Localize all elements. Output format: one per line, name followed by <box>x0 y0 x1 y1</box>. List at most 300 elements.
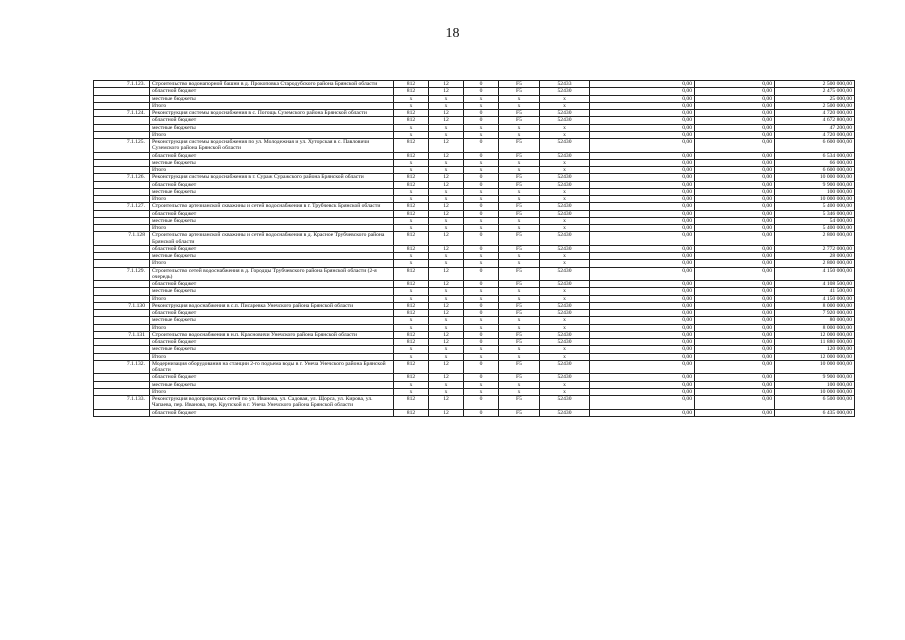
amount-year-3: 2 475 000,00 <box>775 88 855 95</box>
grbs-code: 812 <box>394 396 429 410</box>
target-code-prefix: x <box>499 167 540 174</box>
amount-year-1: 0,00 <box>590 167 695 174</box>
section-code: 12 <box>429 374 464 381</box>
grbs-code: 812 <box>394 267 429 281</box>
grbs-code: 812 <box>394 409 429 416</box>
table-row <box>94 409 855 416</box>
item-name: Итого <box>150 131 394 138</box>
table-row <box>94 110 855 117</box>
item-name: областной бюджет <box>150 281 394 288</box>
amount-year-3: 2 772 000,00 <box>775 245 855 252</box>
amount-year-1: 0,00 <box>590 302 695 309</box>
amount-year-1: 0,00 <box>590 267 695 281</box>
amount-year-1: 0,00 <box>590 360 695 374</box>
item-name: Итого <box>150 353 394 360</box>
item-name: областной бюджет <box>150 152 394 159</box>
section-code: x <box>429 253 464 260</box>
target-code-prefix: x <box>499 346 540 353</box>
target-code: 52430 <box>540 88 590 95</box>
item-code <box>94 310 150 317</box>
subsection-code: 0 <box>464 210 499 217</box>
table-row <box>94 317 855 324</box>
target-code-prefix: F5 <box>499 396 540 410</box>
table-row <box>94 152 855 159</box>
table-row <box>94 217 855 224</box>
amount-year-2: 0,00 <box>695 374 775 381</box>
item-code <box>94 188 150 195</box>
target-code: 52430 <box>540 117 590 124</box>
amount-year-2: 0,00 <box>695 167 775 174</box>
target-code-prefix: F5 <box>499 281 540 288</box>
grbs-code: 812 <box>394 81 429 88</box>
item-code: 7.1.130 <box>94 302 150 309</box>
subsection-code: x <box>464 196 499 203</box>
amount-year-2: 0,00 <box>695 196 775 203</box>
amount-year-1: 0,00 <box>590 281 695 288</box>
section-code: x <box>429 288 464 295</box>
subsection-code: 0 <box>464 281 499 288</box>
amount-year-3: 8 000 000,00 <box>775 324 855 331</box>
amount-year-3: 41 500,00 <box>775 288 855 295</box>
amount-year-3: 6 600 000,00 <box>775 167 855 174</box>
item-name: Итого <box>150 388 394 395</box>
amount-year-1: 0,00 <box>590 232 695 246</box>
section-code: x <box>429 131 464 138</box>
amount-year-1: 0,00 <box>590 131 695 138</box>
amount-year-2: 0,00 <box>695 331 775 338</box>
item-code <box>94 95 150 102</box>
page-number: 18 <box>445 26 460 41</box>
target-code: 52430 <box>540 374 590 381</box>
item-code <box>94 346 150 353</box>
item-name: местные бюджеты <box>150 381 394 388</box>
item-name: Итого <box>150 260 394 267</box>
amount-year-3: 10 000 000,00 <box>775 388 855 395</box>
subsection-code: x <box>464 317 499 324</box>
item-code: 7.1.126. <box>94 174 150 181</box>
target-code: x <box>540 288 590 295</box>
subsection-code: x <box>464 95 499 102</box>
table-row <box>94 360 855 374</box>
target-code: x <box>540 159 590 166</box>
section-code: 12 <box>429 174 464 181</box>
grbs-code: 812 <box>394 245 429 252</box>
item-code: 7.1.132. <box>94 360 150 374</box>
subsection-code: 0 <box>464 396 499 410</box>
subsection-code: x <box>464 217 499 224</box>
item-code: 7.1.124. <box>94 110 150 117</box>
amount-year-3: 120 000,00 <box>775 346 855 353</box>
subsection-code: 0 <box>464 245 499 252</box>
table-row <box>94 281 855 288</box>
table-row <box>94 117 855 124</box>
item-name: Реконструкция системы водоснабжения по ул. Молодежная и ул. Хуторская в с. Павловичи Суземского района Брянской области <box>150 139 394 153</box>
target-code: x <box>540 102 590 109</box>
table-row <box>94 174 855 181</box>
subsection-code: 0 <box>464 139 499 153</box>
amount-year-3: 12 000 000,00 <box>775 331 855 338</box>
target-code-prefix: x <box>499 188 540 195</box>
item-name: местные бюджеты <box>150 317 394 324</box>
amount-year-1: 0,00 <box>590 188 695 195</box>
amount-year-3: 9 900 000,00 <box>775 374 855 381</box>
item-name: Реконструкция системы водоснабжения в с. Погощь Суземского района Брянской области <box>150 110 394 117</box>
item-name: Реконструкция водопроводных сетей по ул. Иванова, ул. Садовая, ул. Щорса, ул. Кирова, ул. Чапаева, пер. Иванова, пер. Крупской в г. Унеча Унечского района Брянской области <box>150 396 394 410</box>
target-code-prefix: F5 <box>499 302 540 309</box>
amount-year-2: 0,00 <box>695 253 775 260</box>
amount-year-1: 0,00 <box>590 409 695 416</box>
amount-year-1: 0,00 <box>590 310 695 317</box>
amount-year-2: 0,00 <box>695 181 775 188</box>
grbs-code: x <box>394 346 429 353</box>
subsection-code: 0 <box>464 302 499 309</box>
section-code: x <box>429 188 464 195</box>
amount-year-3: 4 108 500,00 <box>775 281 855 288</box>
subsection-code: x <box>464 295 499 302</box>
amount-year-3: 10 000 000,00 <box>775 174 855 181</box>
section-code: x <box>429 225 464 232</box>
amount-year-2: 0,00 <box>695 346 775 353</box>
amount-year-2: 0,00 <box>695 260 775 267</box>
section-code: x <box>429 324 464 331</box>
item-code <box>94 88 150 95</box>
amount-year-2: 0,00 <box>695 409 775 416</box>
item-name: Итого <box>150 324 394 331</box>
amount-year-1: 0,00 <box>590 152 695 159</box>
target-code: 52430 <box>540 409 590 416</box>
target-code: x <box>540 381 590 388</box>
subsection-code: 0 <box>464 331 499 338</box>
target-code: x <box>540 124 590 131</box>
table-row <box>94 88 855 95</box>
amount-year-2: 0,00 <box>695 353 775 360</box>
table-row <box>94 388 855 395</box>
amount-year-3: 10 000 000,00 <box>775 196 855 203</box>
item-name: местные бюджеты <box>150 95 394 102</box>
target-code: 52430 <box>540 110 590 117</box>
grbs-code: x <box>394 260 429 267</box>
amount-year-1: 0,00 <box>590 353 695 360</box>
subsection-code: 0 <box>464 81 499 88</box>
amount-year-3: 4 150 000,00 <box>775 267 855 281</box>
item-name: областной бюджет <box>150 245 394 252</box>
grbs-code: x <box>394 324 429 331</box>
amount-year-2: 0,00 <box>695 388 775 395</box>
item-code <box>94 317 150 324</box>
amount-year-1: 0,00 <box>590 245 695 252</box>
item-name: Модернизация оборудования на станции 2-го подъема воды в г. Унеча Унечского района Брянской области <box>150 360 394 374</box>
target-code: 52430 <box>540 210 590 217</box>
target-code: x <box>540 324 590 331</box>
table-row <box>94 260 855 267</box>
amount-year-2: 0,00 <box>695 131 775 138</box>
target-code: 52430 <box>540 232 590 246</box>
item-code <box>94 353 150 360</box>
section-code: 12 <box>429 360 464 374</box>
item-code <box>94 102 150 109</box>
target-code: 52430 <box>540 267 590 281</box>
table-row <box>94 159 855 166</box>
section-code: 12 <box>429 232 464 246</box>
section-code: 12 <box>429 117 464 124</box>
amount-year-3: 4 150 000,00 <box>775 295 855 302</box>
target-code: 52430 <box>540 203 590 210</box>
amount-year-2: 0,00 <box>695 110 775 117</box>
target-code-prefix: x <box>499 131 540 138</box>
target-code-prefix: F5 <box>499 232 540 246</box>
table-row <box>94 310 855 317</box>
grbs-code: 812 <box>394 139 429 153</box>
target-code-prefix: x <box>499 260 540 267</box>
amount-year-3: 6 534 000,00 <box>775 152 855 159</box>
section-code: 12 <box>429 310 464 317</box>
grbs-code: 812 <box>394 88 429 95</box>
amount-year-3: 100 000,00 <box>775 188 855 195</box>
amount-year-1: 0,00 <box>590 117 695 124</box>
item-code <box>94 288 150 295</box>
item-name: Итого <box>150 167 394 174</box>
grbs-code: 812 <box>394 232 429 246</box>
grbs-code: x <box>394 217 429 224</box>
item-code: 7.1.125. <box>94 139 150 153</box>
grbs-code: x <box>394 159 429 166</box>
subsection-code: 0 <box>464 117 499 124</box>
item-code: 7.1.127. <box>94 203 150 210</box>
target-code-prefix: x <box>499 295 540 302</box>
target-code: 52430 <box>540 174 590 181</box>
amount-year-3: 5 400 000,00 <box>775 203 855 210</box>
amount-year-3: 9 900 000,00 <box>775 181 855 188</box>
target-code: 52430 <box>540 152 590 159</box>
item-code <box>94 388 150 395</box>
target-code: 52430 <box>540 360 590 374</box>
amount-year-1: 0,00 <box>590 110 695 117</box>
section-code: x <box>429 260 464 267</box>
grbs-code: 812 <box>394 374 429 381</box>
amount-year-1: 0,00 <box>590 203 695 210</box>
grbs-code: x <box>394 317 429 324</box>
target-code-prefix: F5 <box>499 88 540 95</box>
subsection-code: x <box>464 260 499 267</box>
amount-year-1: 0,00 <box>590 139 695 153</box>
grbs-code: 812 <box>394 210 429 217</box>
table-row <box>94 267 855 281</box>
amount-year-3: 6 500 000,00 <box>775 396 855 410</box>
section-code: 12 <box>429 409 464 416</box>
item-name: местные бюджеты <box>150 288 394 295</box>
amount-year-1: 0,00 <box>590 317 695 324</box>
amount-year-3: 10 000 000,00 <box>775 360 855 374</box>
section-code: 12 <box>429 267 464 281</box>
amount-year-2: 0,00 <box>695 317 775 324</box>
section-code: x <box>429 388 464 395</box>
target-code-prefix: x <box>499 196 540 203</box>
amount-year-3: 2 500 000,00 <box>775 102 855 109</box>
item-name: местные бюджеты <box>150 159 394 166</box>
table-row <box>94 346 855 353</box>
subsection-code: 0 <box>464 310 499 317</box>
item-code <box>94 295 150 302</box>
amount-year-2: 0,00 <box>695 124 775 131</box>
amount-year-3: 4 720 000,00 <box>775 110 855 117</box>
amount-year-1: 0,00 <box>590 288 695 295</box>
table-row <box>94 167 855 174</box>
target-code: 52430 <box>540 139 590 153</box>
target-code: 52430 <box>540 302 590 309</box>
grbs-code: x <box>394 167 429 174</box>
subsection-code: x <box>464 102 499 109</box>
item-name: местные бюджеты <box>150 217 394 224</box>
target-code-prefix: x <box>499 317 540 324</box>
table-row <box>94 381 855 388</box>
amount-year-2: 0,00 <box>695 95 775 102</box>
section-code: x <box>429 196 464 203</box>
item-name: Итого <box>150 196 394 203</box>
amount-year-1: 0,00 <box>590 225 695 232</box>
table-row <box>94 302 855 309</box>
section-code: 12 <box>429 210 464 217</box>
item-code: 7.1.133. <box>94 396 150 410</box>
item-name: местные бюджеты <box>150 124 394 131</box>
subsection-code: x <box>464 167 499 174</box>
section-code: x <box>429 167 464 174</box>
amount-year-1: 0,00 <box>590 331 695 338</box>
target-code-prefix: x <box>499 324 540 331</box>
table-row <box>94 253 855 260</box>
subsection-code: x <box>464 324 499 331</box>
amount-year-3: 80 000,00 <box>775 317 855 324</box>
target-code-prefix: x <box>499 353 540 360</box>
target-code: 52430 <box>540 396 590 410</box>
grbs-code: x <box>394 188 429 195</box>
amount-year-1: 0,00 <box>590 396 695 410</box>
amount-year-3: 11 880 000,00 <box>775 339 855 346</box>
table-row <box>94 95 855 102</box>
grbs-code: 812 <box>394 152 429 159</box>
subsection-code: 0 <box>464 203 499 210</box>
amount-year-2: 0,00 <box>695 139 775 153</box>
section-code: 12 <box>429 396 464 410</box>
target-code-prefix: F5 <box>499 210 540 217</box>
item-code <box>94 339 150 346</box>
target-code: x <box>540 196 590 203</box>
target-code-prefix: F5 <box>499 310 540 317</box>
target-code-prefix: F5 <box>499 360 540 374</box>
grbs-code: 812 <box>394 117 429 124</box>
target-code-prefix: F5 <box>499 152 540 159</box>
grbs-code: 812 <box>394 281 429 288</box>
item-code <box>94 225 150 232</box>
amount-year-3: 47 200,00 <box>775 124 855 131</box>
table-row <box>94 353 855 360</box>
item-code <box>94 217 150 224</box>
target-code-prefix: F5 <box>499 339 540 346</box>
target-code: 52430 <box>540 331 590 338</box>
target-code: 52430 <box>540 181 590 188</box>
amount-year-1: 0,00 <box>590 324 695 331</box>
table-row <box>94 124 855 131</box>
section-code: 12 <box>429 139 464 153</box>
amount-year-2: 0,00 <box>695 232 775 246</box>
amount-year-1: 0,00 <box>590 346 695 353</box>
table-row <box>94 324 855 331</box>
item-code <box>94 131 150 138</box>
target-code-prefix: F5 <box>499 110 540 117</box>
target-code-prefix: x <box>499 124 540 131</box>
subsection-code: 0 <box>464 339 499 346</box>
item-name: местные бюджеты <box>150 346 394 353</box>
amount-year-2: 0,00 <box>695 225 775 232</box>
subsection-code: x <box>464 346 499 353</box>
table-row <box>94 339 855 346</box>
amount-year-2: 0,00 <box>695 217 775 224</box>
table-row <box>94 131 855 138</box>
target-code-prefix: x <box>499 217 540 224</box>
amount-year-1: 0,00 <box>590 81 695 88</box>
subsection-code: 0 <box>464 174 499 181</box>
grbs-code: x <box>394 253 429 260</box>
amount-year-1: 0,00 <box>590 381 695 388</box>
item-name: местные бюджеты <box>150 188 394 195</box>
target-code-prefix: F5 <box>499 81 540 88</box>
budget-sheet <box>93 80 854 417</box>
amount-year-3: 5 400 000,00 <box>775 225 855 232</box>
target-code: x <box>540 346 590 353</box>
grbs-code: 812 <box>394 331 429 338</box>
amount-year-2: 0,00 <box>695 81 775 88</box>
grbs-code: 812 <box>394 174 429 181</box>
target-code: x <box>540 131 590 138</box>
subsection-code: 0 <box>464 232 499 246</box>
target-code: x <box>540 225 590 232</box>
subsection-code: 0 <box>464 181 499 188</box>
amount-year-3: 6 600 000,00 <box>775 139 855 153</box>
table-row <box>94 396 855 410</box>
amount-year-2: 0,00 <box>695 88 775 95</box>
target-code: 52430 <box>540 245 590 252</box>
amount-year-3: 7 920 000,00 <box>775 310 855 317</box>
subsection-code: x <box>464 388 499 395</box>
item-code <box>94 196 150 203</box>
section-code: 12 <box>429 339 464 346</box>
amount-year-2: 0,00 <box>695 310 775 317</box>
amount-year-1: 0,00 <box>590 217 695 224</box>
grbs-code: x <box>394 124 429 131</box>
item-code <box>94 117 150 124</box>
amount-year-2: 0,00 <box>695 339 775 346</box>
section-code: 12 <box>429 281 464 288</box>
item-name: областной бюджет <box>150 374 394 381</box>
amount-year-3: 12 000 000,00 <box>775 353 855 360</box>
amount-year-3: 66 000,00 <box>775 159 855 166</box>
item-code <box>94 409 150 416</box>
item-name: Строительство сетей водоснабжения в д. Городцы Трубчевского района Брянской области (2-я очередь) <box>150 267 394 281</box>
subsection-code: x <box>464 131 499 138</box>
target-code-prefix: x <box>499 159 540 166</box>
section-code: 12 <box>429 88 464 95</box>
target-code-prefix: F5 <box>499 245 540 252</box>
target-code: x <box>540 317 590 324</box>
table-row <box>94 210 855 217</box>
amount-year-3: 100 000,00 <box>775 381 855 388</box>
amount-year-1: 0,00 <box>590 196 695 203</box>
grbs-code: x <box>394 288 429 295</box>
table-row <box>94 225 855 232</box>
amount-year-2: 0,00 <box>695 159 775 166</box>
target-code-prefix: x <box>499 381 540 388</box>
grbs-code: 812 <box>394 360 429 374</box>
grbs-code: x <box>394 381 429 388</box>
